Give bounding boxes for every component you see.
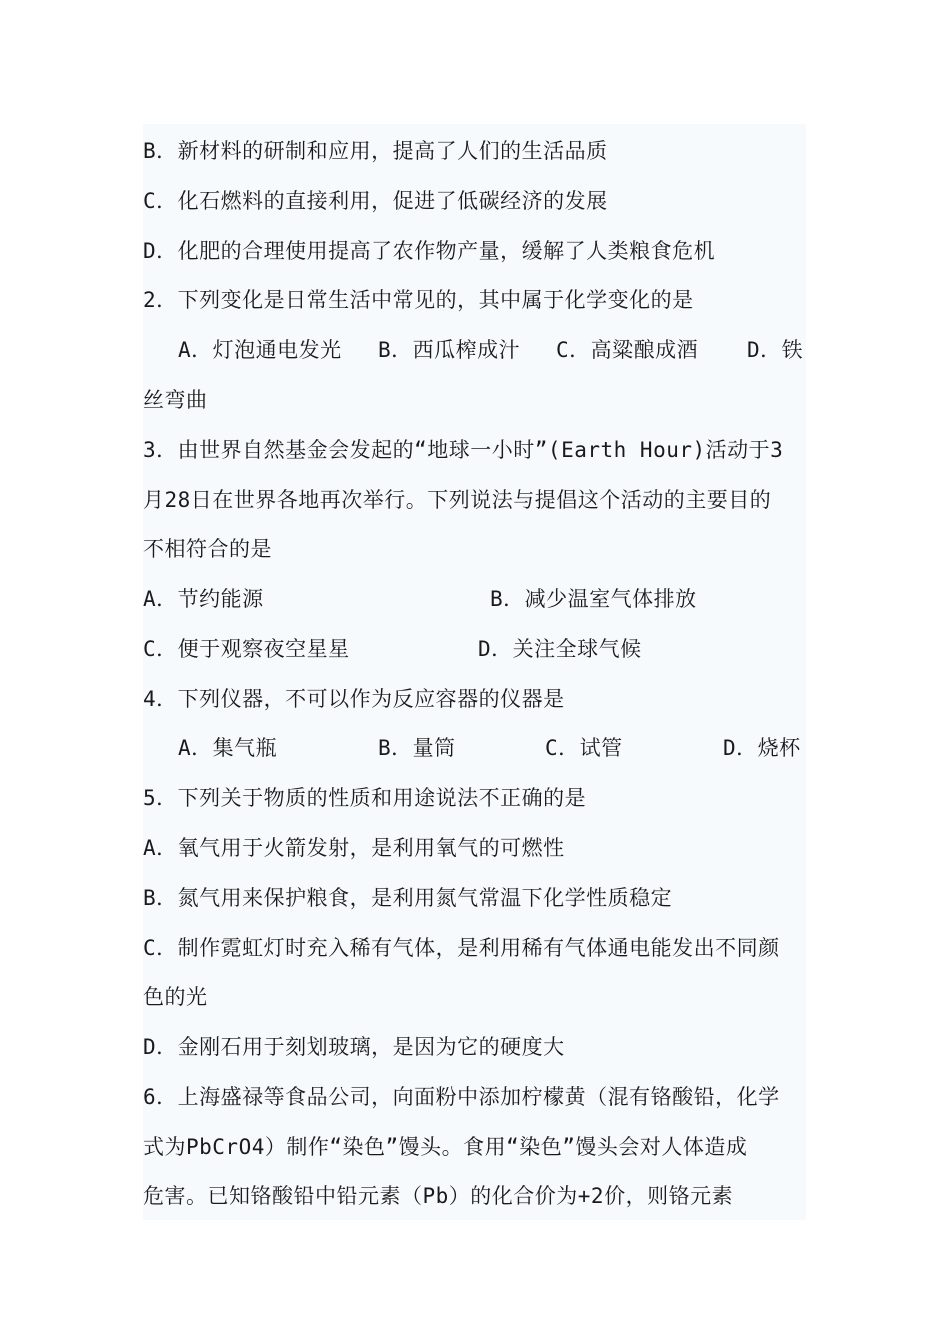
question-6-line-3: 危害。已知铬酸铅中铅元素（Pb）的化合价为+2价，则铬元素 xyxy=(143,1184,734,1208)
question-6-line-1: 6．上海盛禄等食品公司，向面粉中添加柠檬黄（混有铬酸铅，化学 xyxy=(143,1085,780,1109)
q5-option-c-line-2: 色的光 xyxy=(143,985,208,1009)
q3-option-b: B．减少温室气体排放 xyxy=(490,587,697,611)
q3-option-d: D．关注全球气候 xyxy=(478,637,642,661)
question-2: 2．下列变化是日常生活中常见的，其中属于化学变化的是 xyxy=(143,288,694,312)
q3-option-c: C．便于观察夜空星星 xyxy=(143,637,350,661)
q4-option-b: B．量筒 xyxy=(378,736,456,760)
question-3-line-3: 不相符合的是 xyxy=(143,537,272,561)
question-3-line-2: 月28日在世界各地再次举行。下列说法与提倡这个活动的主要目的 xyxy=(143,488,772,512)
q5-option-d: D．金刚石用于刻划玻璃，是因为它的硬度大 xyxy=(143,1035,565,1059)
option-b-line: B．新材料的研制和应用，提高了人们的生活品质 xyxy=(143,139,608,163)
q5-option-a: A．氧气用于火箭发射，是利用氧气的可燃性 xyxy=(143,836,565,860)
q2-option-c: C．高粱酿成酒 xyxy=(556,338,699,362)
question-4: 4．下列仪器，不可以作为反应容器的仪器是 xyxy=(143,687,565,711)
q5-option-b: B．氮气用来保护粮食，是利用氮气常温下化学性质稳定 xyxy=(143,886,673,910)
question-3-line-1: 3．由世界自然基金会发起的“地球一小时”(Earth Hour)活动于3 xyxy=(143,438,784,462)
q4-option-d: D．烧杯 xyxy=(723,736,801,760)
option-d-line: D．化肥的合理使用提高了农作物产量，缓解了人类粮食危机 xyxy=(143,239,716,263)
q4-option-a: A．集气瓶 xyxy=(178,736,278,760)
q2-option-a: A．灯泡通电发光 xyxy=(178,338,342,362)
question-6-line-2: 式为PbCrO4）制作“染色”馒头。食用“染色”馒头会对人体造成 xyxy=(143,1135,748,1159)
q5-option-c-line-1: C．制作霓虹灯时充入稀有气体，是利用稀有气体通电能发出不同颜 xyxy=(143,936,780,960)
q2-option-b: B．西瓜榨成汁 xyxy=(378,338,521,362)
q2-option-d-continued: 丝弯曲 xyxy=(143,388,208,412)
q4-option-c: C．试管 xyxy=(545,736,623,760)
q2-option-d: D．铁 xyxy=(747,338,804,362)
q3-option-a: A．节约能源 xyxy=(143,587,264,611)
option-c-line: C．化石燃料的直接利用，促进了低碳经济的发展 xyxy=(143,189,608,213)
question-5: 5．下列关于物质的性质和用途说法不正确的是 xyxy=(143,786,587,810)
